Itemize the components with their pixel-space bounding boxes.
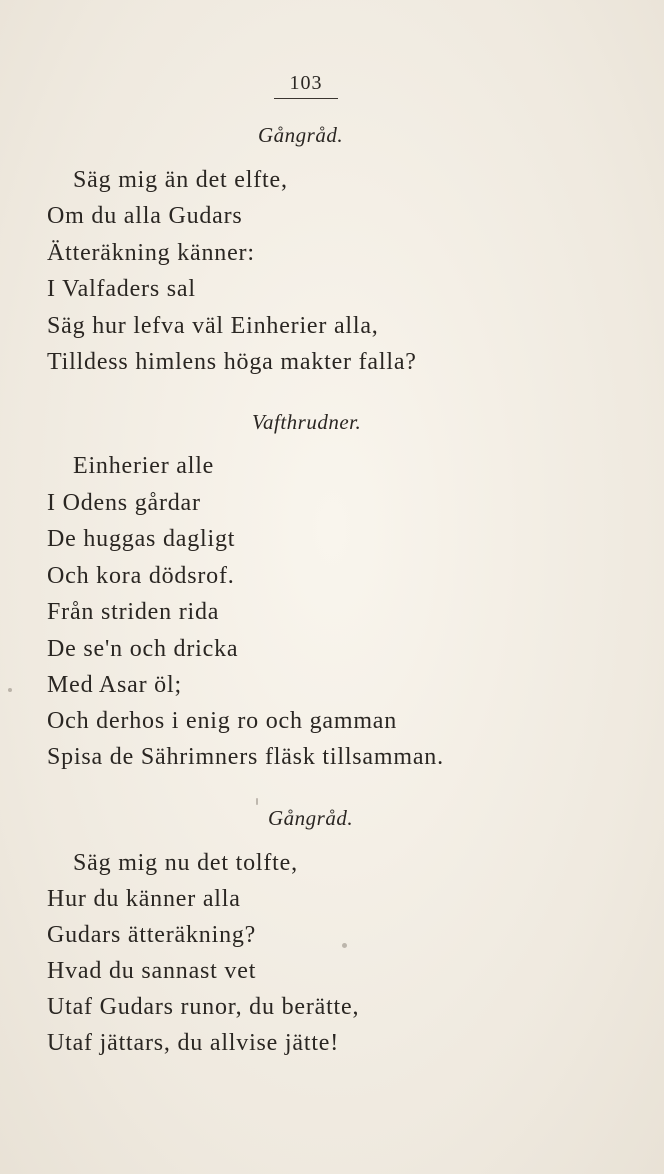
paper-speck <box>342 943 347 948</box>
speaker-heading-vafthrudner: Vafthrudner. <box>252 410 362 434</box>
page-number-rule <box>274 98 338 99</box>
verse-line: Hvad du sannast vet <box>47 958 257 984</box>
paper-speck <box>256 798 258 805</box>
verse-line: I Valfaders sal <box>47 276 196 302</box>
verse-line: Tilldess himlens höga makter falla? <box>47 349 417 375</box>
verse-line: Med Asar öl; <box>47 672 182 698</box>
verse-line: De huggas dagligt <box>47 526 236 552</box>
verse-line: I Odens gårdar <box>47 490 201 516</box>
page-number: 103 <box>289 72 323 94</box>
verse-line: Säg mig än det elfte, <box>73 167 288 193</box>
verse-line: Utaf jättars, du allvise jätte! <box>47 1030 340 1056</box>
verse-line: Hur du känner alla <box>47 886 241 912</box>
paper-speck <box>8 688 12 692</box>
verse-line: Från striden rida <box>47 599 220 625</box>
verse-line: Säg hur lefva väl Einherier alla, <box>47 313 379 339</box>
verse-line: Utaf Gudars runor, du berätte, <box>47 994 360 1020</box>
verse-line: Och kora dödsrof. <box>47 563 235 589</box>
verse-line: Om du alla Gudars <box>47 203 243 229</box>
speaker-heading-gangrad-1: Gångråd. <box>258 123 344 147</box>
verse-line: Einherier alle <box>73 453 215 479</box>
verse-line: Ätteräkning känner: <box>47 240 255 266</box>
verse-line: De se'n och dricka <box>47 636 239 662</box>
speaker-heading-gangrad-2: Gångråd. <box>268 806 354 830</box>
verse-line: Säg mig nu det tolfte, <box>73 850 298 876</box>
verse-line: Gudars ätteräkning? <box>47 922 257 948</box>
verse-line: Och derhos i enig ro och gamman <box>47 708 398 734</box>
verse-line: Spisa de Sährimners fläsk tillsamman. <box>47 744 444 770</box>
